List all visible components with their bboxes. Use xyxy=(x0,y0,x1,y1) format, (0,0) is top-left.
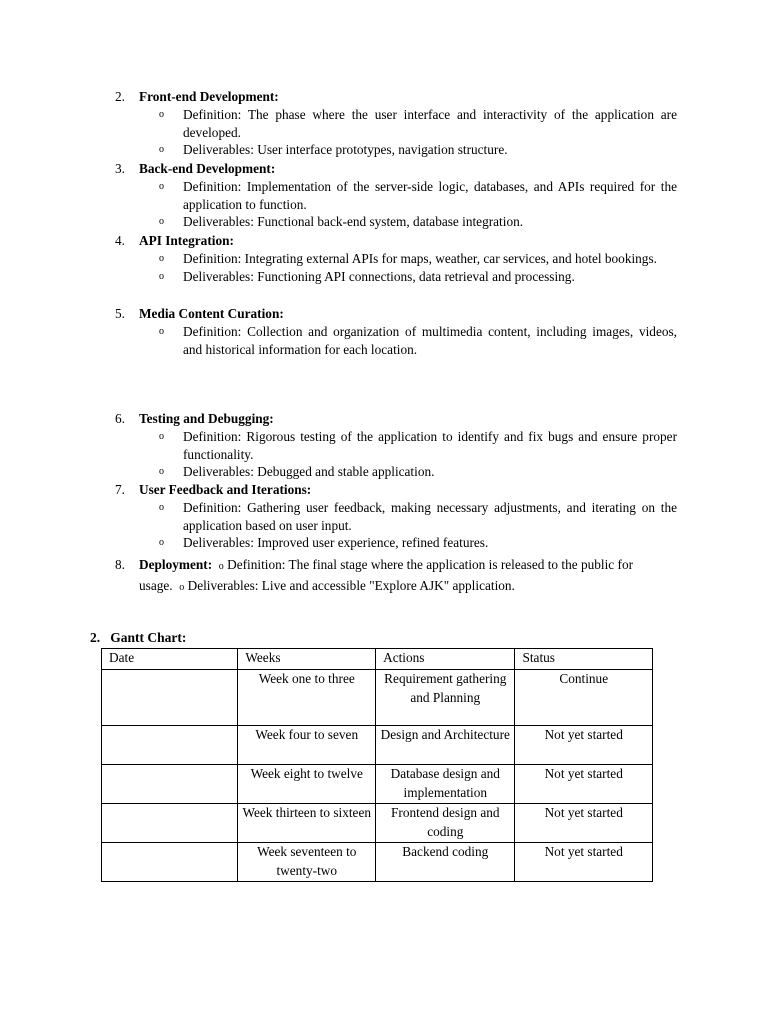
bullet-marker: o xyxy=(159,216,164,227)
cell-actions: Database design and implementation xyxy=(376,765,515,804)
phase-number: 3. xyxy=(115,161,125,176)
phase-title: Media Content Curation: xyxy=(139,306,284,321)
phase-bullet: o Deliverables: Improved user experience, refined features. xyxy=(159,535,489,550)
phase-number: 6. xyxy=(115,411,125,426)
phase-title: API Integration: xyxy=(139,233,234,248)
phase-title: Testing and Debugging: xyxy=(139,411,274,426)
cell-actions: Requirement gathering and Planning xyxy=(376,670,515,726)
cell-date xyxy=(102,804,238,843)
phase-bullet: o Definition: Integrating external APIs for maps, weather, car services, and hotel bookings. xyxy=(159,251,657,266)
cell-date xyxy=(102,765,238,804)
cell-date xyxy=(102,843,238,882)
phase-bullet: o Deliverables: Functioning API connections, data retrieval and processing. xyxy=(159,268,575,284)
bullet-marker: o xyxy=(159,326,164,337)
column-header-weeks: Weeks xyxy=(238,649,376,670)
cell-status: Not yet started xyxy=(515,726,653,765)
bullet-marker: o xyxy=(159,502,164,513)
phase-item-deployment xyxy=(115,555,677,597)
cell-status: Not yet started xyxy=(515,765,653,804)
phase-title: User Feedback and Iterations: xyxy=(139,482,312,497)
table-row xyxy=(102,726,653,765)
cell-date xyxy=(102,726,238,765)
bullet-marker: o xyxy=(179,582,185,593)
phase-item xyxy=(115,410,677,481)
table-row xyxy=(102,670,653,726)
phase-item xyxy=(115,160,677,231)
phase-item xyxy=(115,88,677,159)
phase-bullet: o Definition: Rigorous testing of the application to identify and fix bugs and ensure proper functionality. xyxy=(159,429,677,462)
phase-bullet: o Deliverables: Functional back-end system, database integration. xyxy=(159,214,524,229)
bullet-marker: o xyxy=(159,109,164,120)
cell-actions: Frontend design and coding xyxy=(376,804,515,843)
phase-number: 2. xyxy=(115,89,125,104)
bullet-marker: o xyxy=(159,253,164,264)
bullet-marker: o xyxy=(159,181,164,192)
bullet-marker: o xyxy=(159,537,164,548)
cell-weeks: Week four to seven xyxy=(238,726,376,765)
phase-number: 5. xyxy=(115,306,125,321)
cell-weeks: Week one to three xyxy=(238,670,376,726)
bullet-marker: o xyxy=(159,431,164,442)
cell-weeks: Week thirteen to sixteen xyxy=(238,804,376,843)
deployment-definition-cont: usage. xyxy=(139,578,173,593)
deployment-definition: Definition: The final stage where the application is released to the public for xyxy=(227,557,634,572)
phase-bullet: o Deliverables: User interface prototypes, navigation structure. xyxy=(159,142,508,157)
cell-date xyxy=(102,670,238,726)
gantt-table xyxy=(101,648,653,882)
phase-bullet: o Definition: Gathering user feedback, making necessary adjustments, and iterating on the application based on user input. xyxy=(159,500,677,533)
bullet-marker: o xyxy=(159,270,164,282)
phase-number: 8. xyxy=(115,557,125,572)
bullet-marker: o xyxy=(159,144,164,155)
column-header-actions: Actions xyxy=(376,649,515,670)
column-header-status: Status xyxy=(515,649,653,670)
cell-actions: Backend coding xyxy=(376,843,515,882)
column-header-date: Date xyxy=(102,649,238,670)
cell-weeks: Week seventeen to twenty-two xyxy=(238,843,376,882)
table-header-row xyxy=(102,649,653,670)
phase-bullet: o Definition: The phase where the user interface and interactivity of the application are developed. xyxy=(159,107,677,140)
phase-bullet: o Definition: Implementation of the server-side logic, databases, and APIs required for the application to function. xyxy=(159,179,677,212)
bullet-marker: o xyxy=(159,466,164,477)
table-row xyxy=(102,765,653,804)
phase-item xyxy=(115,232,677,285)
phase-item xyxy=(115,481,677,552)
cell-weeks: Week eight to twelve xyxy=(238,765,376,804)
phase-item xyxy=(115,305,677,358)
section-title-gantt: 2. Gantt Chart: xyxy=(90,630,187,645)
phase-title: Deployment: xyxy=(139,557,213,572)
cell-actions: Design and Architecture xyxy=(376,726,515,765)
phase-title: Front-end Development: xyxy=(139,89,279,104)
table-row xyxy=(102,804,653,843)
phase-bullet: o Definition: Collection and organization of multimedia content, including images, videos, and historical information for each location. xyxy=(159,324,677,357)
phase-bullet: o Deliverables: Debugged and stable application. xyxy=(159,464,435,479)
deployment-deliverables: Deliverables: Live and accessible "Explore AJK" application. xyxy=(187,578,515,593)
phase-title: Back-end Development: xyxy=(139,161,276,176)
cell-status: Not yet started xyxy=(515,843,653,882)
phase-number: 4. xyxy=(115,233,125,248)
cell-status: Continue xyxy=(515,670,653,726)
bullet-marker: o xyxy=(218,561,224,572)
phase-number: 7. xyxy=(115,482,125,497)
cell-status: Not yet started xyxy=(515,804,653,843)
table-row xyxy=(102,843,653,882)
